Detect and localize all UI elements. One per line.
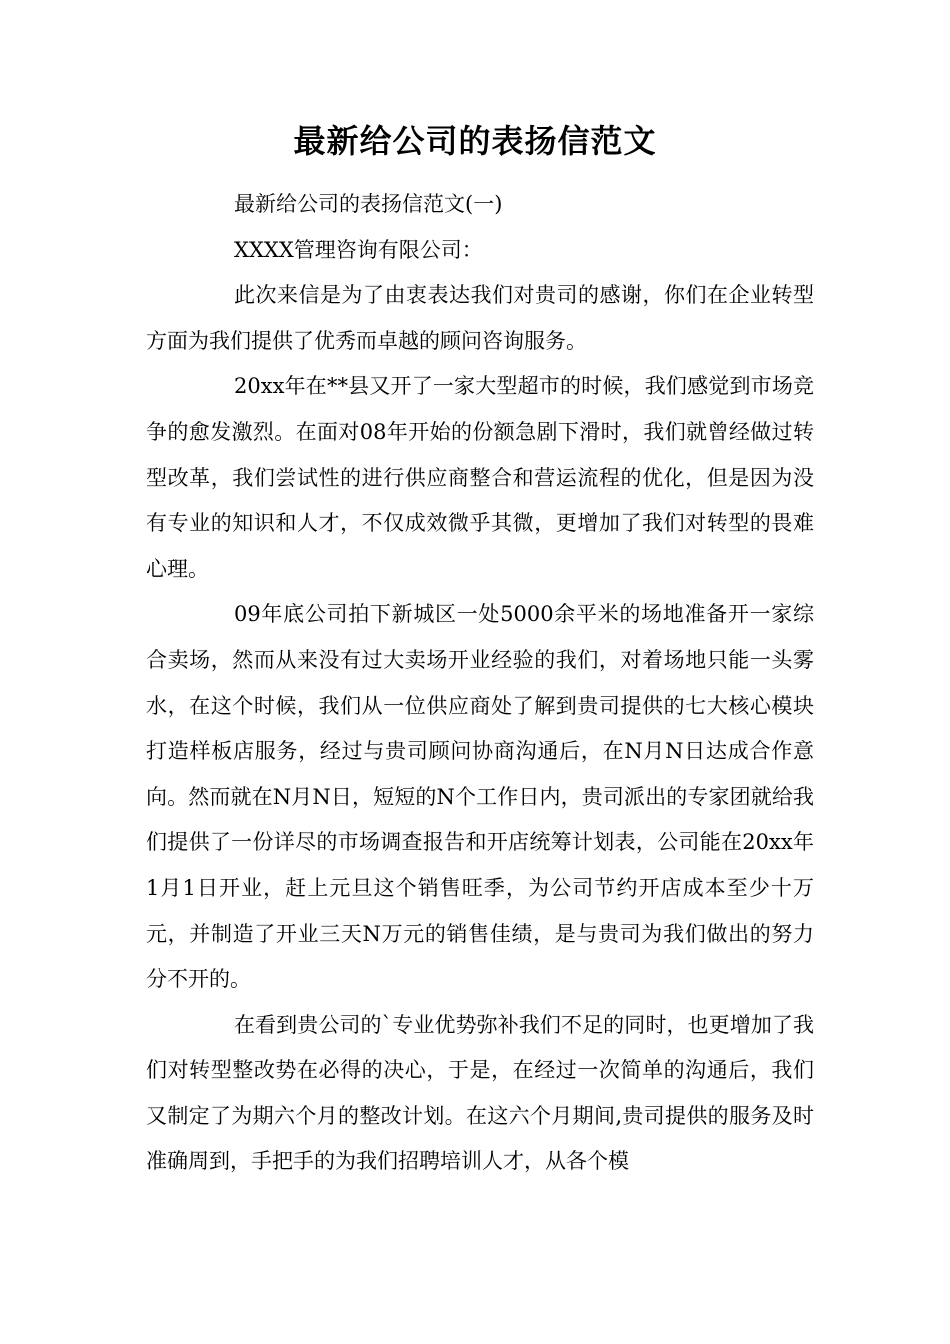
document-body xyxy=(146,182,814,1185)
paragraph-subtitle: 最新给公司的表扬信范文(一) xyxy=(234,192,503,216)
paragraph: 20xx年在**县又开了一家大型超市的时候，我们感觉到市场竞争的愈发激烈。在面对08年开始的份额急剧下滑时，我们就曾经做过转型改革，我们尝试性的进行供应商整合和营运流程的优化，但是因为没有专业的知识和人才，不仅成效微乎其微，更增加了我们对转型的畏难心理。 xyxy=(146,374,814,581)
paragraph: 此次来信是为了由衷表达我们对贵司的感谢，你们在企业转型方面为我们提供了优秀而卓越的顾问咨询服务。 xyxy=(146,283,814,353)
paragraph: 09年底公司拍下新城区一处5000余平米的场地准备开一家综合卖场，然而从来没有过大卖场开业经验的我们，对着场地只能一头雾水，在这个时候，我们从一位供应商处了解到贵司提供的七大核心模块打造样板店服务，经过与贵司顾问协商沟通后，在N月N日达成合作意向。然而就在N月N日，短短的N个工作日内，贵司派出的专家团就给我们提供了一份详尽的市场调查报告和开店统筹计划表，公司能在20xx年1月1日开业，赶上元旦这个销售旺季，为公司节约开店成本至少十万元，并制造了开业三天N万元的销售佳绩，是与贵司为我们做出的努力分不开的。 xyxy=(146,602,814,992)
paragraph-salutation: XXXX管理咨询有限公司： xyxy=(234,237,483,262)
paragraph: 在看到贵公司的`专业优势弥补我们不足的同时，也更增加了我们对转型整改势在必得的决心，于是，在经过一次简单的沟通后，我们又制定了为期六个月的整改计划。在这六个月期间,贵司提供的服务及时准确周到，手把手的为我们招聘培训人才，从各个模 xyxy=(146,1012,814,1174)
document-title: 最新给公司的表扬信范文 xyxy=(293,122,657,160)
